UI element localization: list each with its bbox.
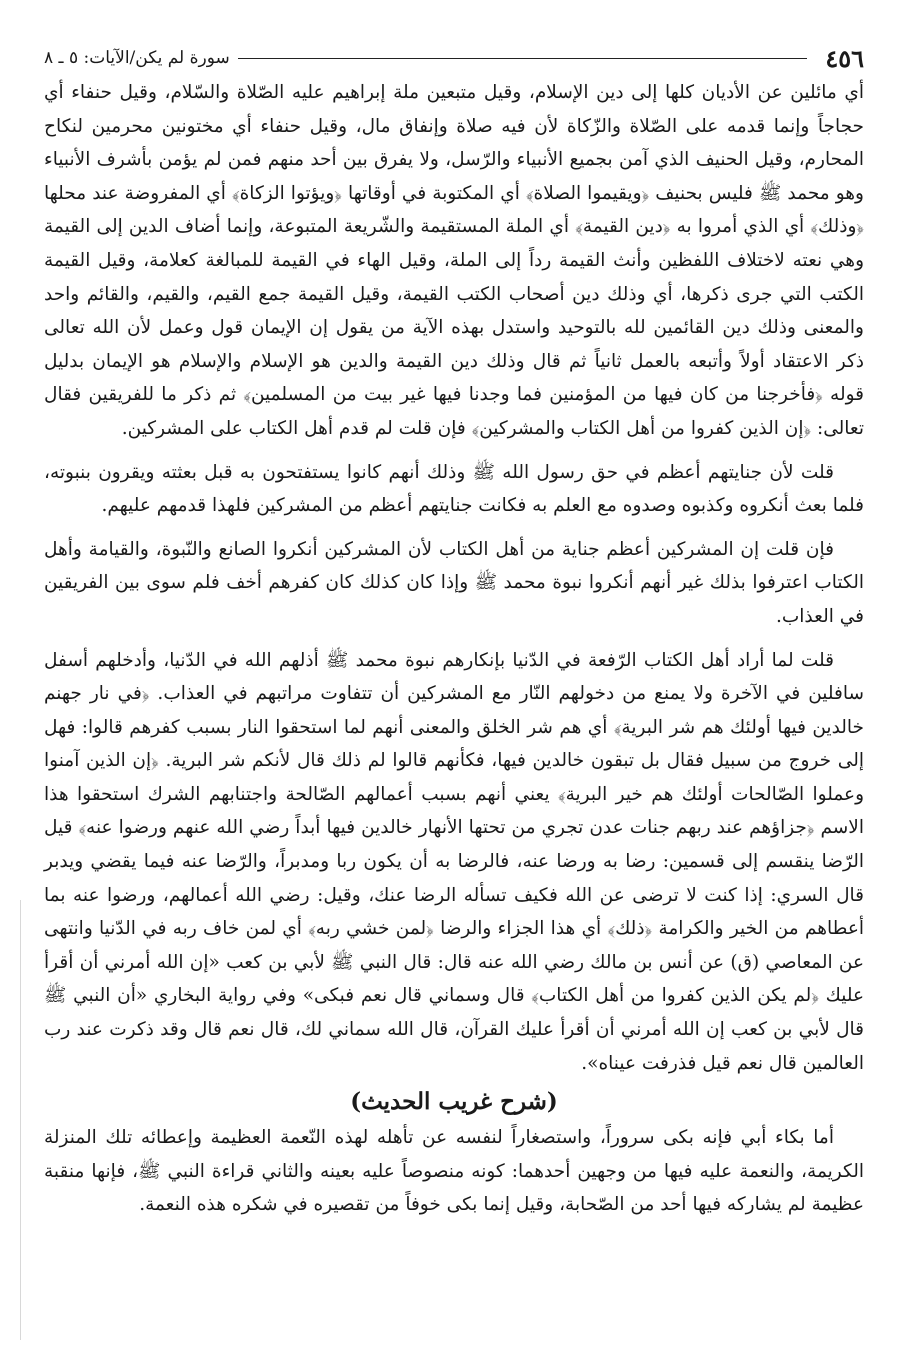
- section-body: [44, 1121, 864, 1222]
- page-number: ٤٥٦: [825, 43, 864, 73]
- paragraph-answer-2: قلت لما أراد أهل الكتاب الرّفعة في الدّنيا بإنكارهم نبوة محمد ﷺ أذلهم الله في الدّنيا، وأدخلهم أسفل سافلين في الآخرة ولا يمنع من دخولهم النّار مع المشركين أن تتفاوت مراتبهم في العذاب. ﴿في نار جهنم خالدين فيها أولئك هم شر البرية﴾ أي هم شر الخلق والمعنى أنهم لما استحقوا النار بسبب كفرهم قالوا: فهل إلى خروج من سبيل فقال بل تبقون خالدين فيها، فكأنهم قالوا لم ذلك قال لأنكم شر البرية. ﴿إن الذين آمنوا وعملوا الصّالحات أولئك هم خير البرية﴾ يعني أنهم بسبب أعمالهم الصّالحة واجتنابهم الشرك استحقوا هذا الاسم ﴿جزاؤهم عند ربهم جنات عدن تجري من تحتها الأنهار خالدين فيها أبداً رضي الله عنهم ورضوا عنه﴾ قيل الرّضا ينقسم إلى قسمين: رضا به ورضا عنه، فالرضا به أن يكون ربا ومدبراً، والرّضا عنه فيما يقضي ويدبر قال السري: إذا كنت لا ترضى عن الله فكيف تسأله الرضا عنك، وقيل: رضي الله أعمالهم، ورضوا عنه بما أعطاهم من الخير والكرامة ﴿ذلك﴾ أي هذا الجزاء والرضا ﴿لمن خشي ربه﴾ أي لمن خاف ربه في الدّنيا وانتهى عن المعاصي (ق) عن أنس بن مالك رضي الله عنه قال: قال النبي ﷺ لأبي بن كعب «إن الله أمرني أن أقرأ عليك ﴿لم يكن الذين كفروا من أهل الكتاب﴾ قال وسماني قال نعم فبكى» وفي رواية البخاري «أن النبي ﷺ قال لأبي بن كعب إن الله أمرني أن أقرأ عليك القرآن، قال الله سماني لك، قال نعم قال وقد ذكرت عند رب العالمين قال نعم قيل فذرفت عيناه».: [44, 649, 864, 1074]
- paragraph-answer-1: قلت لأن جنايتهم أعظم في حق رسول الله ﷺ وذلك أنهم كانوا يستفتحون به قبل بعثته ويقرون بنبوته، فلما بعث أنكروه وكذبوه وصدوه مع العلم به فكانت جنايتهم أعظم من المشركين فلهذا قدمهم عليهم.: [44, 461, 864, 517]
- gutter-line: [20, 900, 21, 1340]
- header-rule: [238, 58, 808, 59]
- paragraph-tafsir-intro: أي مائلين عن الأديان كلها إلى دين الإسلام، وقيل متبعين ملة إبراهيم عليه الصّلاة والسّلام، وقيل حنفاء أي حجاجاً وإنما قدمه على الصّلاة والزّكاة لأن فيه صلاة وإنفاق مال، وقيل حنفاء أي مختونين محرمين لنكاح المحارم، وقيل الحنيف الذي آمن بجميع الأنبياء والرّسل، ولا يفرق بين أحد منهم فمن لم يؤمن بأشرف الأنبياء وهو محمد ﷺ فليس بحنيف ﴿ويقيموا الصلاة﴾ أي المكتوبة في أوقاتها ﴿ويؤتوا الزكاة﴾ أي المفروضة عند محلها ﴿وذلك﴾ أي الذي أمروا به ﴿دين القيمة﴾ أي الملة المستقيمة والشّريعة المتبوعة، وإنما أضاف الدين إلى القيمة وهي نعته لاختلاف اللفظين وأنث القيمة رداً إلى الملة، وقيل الهاء في القيمة للمبالغة كعلامة، وقيل القيمة الكتب التي جرى ذكرها، أي وذلك دين أصحاب الكتب القيمة، وقيل القيمة جمع القيم، والقيم، والقائم واحد والمعنى وذلك دين القائمين لله بالتوحيد واستدل بهذه الآية من يقول إن الإيمان قول وعمل لأن الله تعالى ذكر الاعتقاد أولاً وأتبعه بالعمل ثانياً ثم قال وذلك دين القيمة والدين هو الإسلام والإسلام هو الإيمان بدليل قوله ﴿فأخرجنا من كان فيها من المؤمنين فما وجدنا فيها غير بيت من المسلمين﴾ ثم ذكر ما للفريقين فقال تعالى: ﴿إن الذين كفروا من أهل الكتاب والمشركين﴾ فإن قلت لم قدم أهل الكتاب على المشركين.: [44, 82, 864, 439]
- section-heading: (شرح غريب الحديث): [350, 1088, 558, 1116]
- paragraph-hadith-explanation: أما بكاء أبي فإنه بكى سروراً، واستصغاراً لنفسه عن تأهله لهذه النّعمة العظيمة وإعطائه تلك المنزلة الكريمة، والنعمة عليه فيها من وجهين أحدهما: كونه منصوصاً عليه بعينه والثاني قراءة النبي ﷺ، فإنها منقبة عظيمة لم يشاركه فيها أحد من الصّحابة، وقيل إنما بكى خوفاً من تقصيره في شكره هذه النعمة.: [44, 1127, 864, 1216]
- commentary-body: [44, 76, 864, 1080]
- surah-reference: سورة لم يكن/الآيات: ٥ ـ ٨: [44, 48, 230, 68]
- running-header: [44, 40, 864, 76]
- paragraph-question-2: فإن قلت إن المشركين أعظم جناية من أهل الكتاب لأن المشركين أنكروا الصانع والنّبوة، والقيامة وأهل الكتاب اعترفوا بذلك غير أنهم أنكروا نبوة محمد ﷺ وإذا كان كذلك كان كفرهم أخف فلم سوى بين الفريقين في العذاب.: [44, 538, 864, 627]
